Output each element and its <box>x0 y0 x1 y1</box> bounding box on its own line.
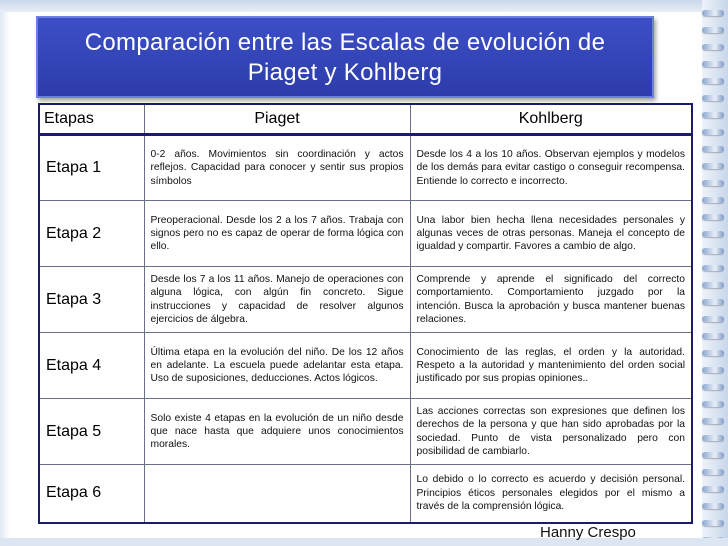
header-kohlberg: Kohlberg <box>410 104 692 135</box>
spiral-ring <box>702 350 724 356</box>
spiral-ring <box>702 299 724 305</box>
etapa-cell: Etapa 2 <box>39 201 144 267</box>
spiral-ring <box>702 435 724 441</box>
table-row <box>39 201 692 267</box>
spiral-ring <box>702 163 724 169</box>
frame-top-bar <box>0 0 728 12</box>
title-line-2: Piaget y Kohlberg <box>247 59 443 86</box>
spiral-ring <box>702 44 724 50</box>
etapa-cell: Etapa 4 <box>39 333 144 399</box>
kohlberg-cell: Conocimiento de las reglas, el orden y la autoridad. Respeto a la autoridad y mantenimiento del orden social justificado por sus propias opiniones.. <box>410 333 692 399</box>
etapa-cell: Etapa 1 <box>39 135 144 201</box>
table-row <box>39 465 692 523</box>
table-row <box>39 399 692 465</box>
kohlberg-cell: Comprende y aprende el significado del correcto comportamiento. Comportamiento juzgado por la intención. Busca la aprobación y busca mantener buenas relaciones. <box>410 267 692 333</box>
page-left-edge <box>0 0 10 546</box>
spiral-ring <box>702 384 724 390</box>
kohlberg-cell: Lo debido o lo correcto es acuerdo y decisión personal. Principios éticos personales elegidos por el mismo a través de la comprensión lógica. <box>410 465 692 523</box>
piaget-cell: Última etapa en la evolución del niño. De los 12 años en adelante. La escuela puede adelantar esta etapa. Uso de suposiciones, deducciones. Actos lógicos. <box>144 333 410 399</box>
table-row <box>39 135 692 201</box>
kohlberg-cell: Las acciones correctas son expresiones que definen los derechos de la persona y que han sido aprobadas por la sociedad. Punto de vista personalizado pero con posibilidad de cambiarlo. <box>410 399 692 465</box>
spiral-ring <box>702 486 724 492</box>
piaget-cell: Solo existe 4 etapas en la evolución de un niño desde que nace hasta que adquiere unos conocimientos morales. <box>144 399 410 465</box>
spiral-ring <box>702 520 724 526</box>
spiral-ring <box>702 95 724 101</box>
header-piaget: Piaget <box>144 104 410 135</box>
spiral-ring <box>702 367 724 373</box>
spiral-ring <box>702 418 724 424</box>
table-header-row <box>39 104 692 135</box>
table-row <box>39 267 692 333</box>
spiral-ring <box>702 214 724 220</box>
slide-title <box>36 16 654 98</box>
piaget-cell <box>144 465 410 523</box>
spiral-ring <box>702 78 724 84</box>
spiral-ring <box>702 469 724 475</box>
spiral-ring <box>702 10 724 16</box>
spiral-ring <box>702 316 724 322</box>
spiral-ring <box>702 401 724 407</box>
spiral-ring <box>702 333 724 339</box>
piaget-cell: Desde los 7 a los 11 años. Manejo de operaciones con alguna lógica, con algún fin concreto. Sigue instrucciones y capacidad de resolver algunos ejercicios de álgebra. <box>144 267 410 333</box>
spiral-ring <box>702 61 724 67</box>
spiral-ring <box>702 452 724 458</box>
spiral-ring <box>702 282 724 288</box>
spiral-ring <box>702 503 724 509</box>
author-name: Hanny Crespo <box>540 524 636 541</box>
spiral-ring <box>702 112 724 118</box>
table-row <box>39 333 692 399</box>
notebook-binding <box>702 0 728 546</box>
spiral-ring <box>702 146 724 152</box>
piaget-cell: 0-2 años. Movimientos sin coordinación y actos reflejos. Capacidad para conocer y sentir sus propios símbolos <box>144 135 410 201</box>
spiral-ring <box>702 27 724 33</box>
header-etapas: Etapas <box>39 104 144 135</box>
spiral-ring <box>702 231 724 237</box>
kohlberg-cell: Desde los 4 a los 10 años. Observan ejemplos y modelos de los demás para evitar castigo o conseguir recompensa. Entiende lo correcto e incorrecto. <box>410 135 692 201</box>
spiral-ring <box>702 129 724 135</box>
spiral-ring <box>702 180 724 186</box>
title-line-1: Comparación entre las Escalas de evolución de <box>84 29 606 56</box>
etapa-cell: Etapa 5 <box>39 399 144 465</box>
kohlberg-cell: Una labor bien hecha llena necesidades personales y algunas veces de otras personas. Maneja el concepto de igualdad y compartir. Favores a cambio de algo. <box>410 201 692 267</box>
etapa-cell: Etapa 3 <box>39 267 144 333</box>
comparison-table <box>38 103 693 524</box>
spiral-ring <box>702 197 724 203</box>
spiral-ring <box>702 265 724 271</box>
spiral-ring <box>702 248 724 254</box>
etapa-cell: Etapa 6 <box>39 465 144 523</box>
piaget-cell: Preoperacional. Desde los 2 a los 7 años. Trabaja con signos pero no es capaz de operar de forma lógica con ello. <box>144 201 410 267</box>
